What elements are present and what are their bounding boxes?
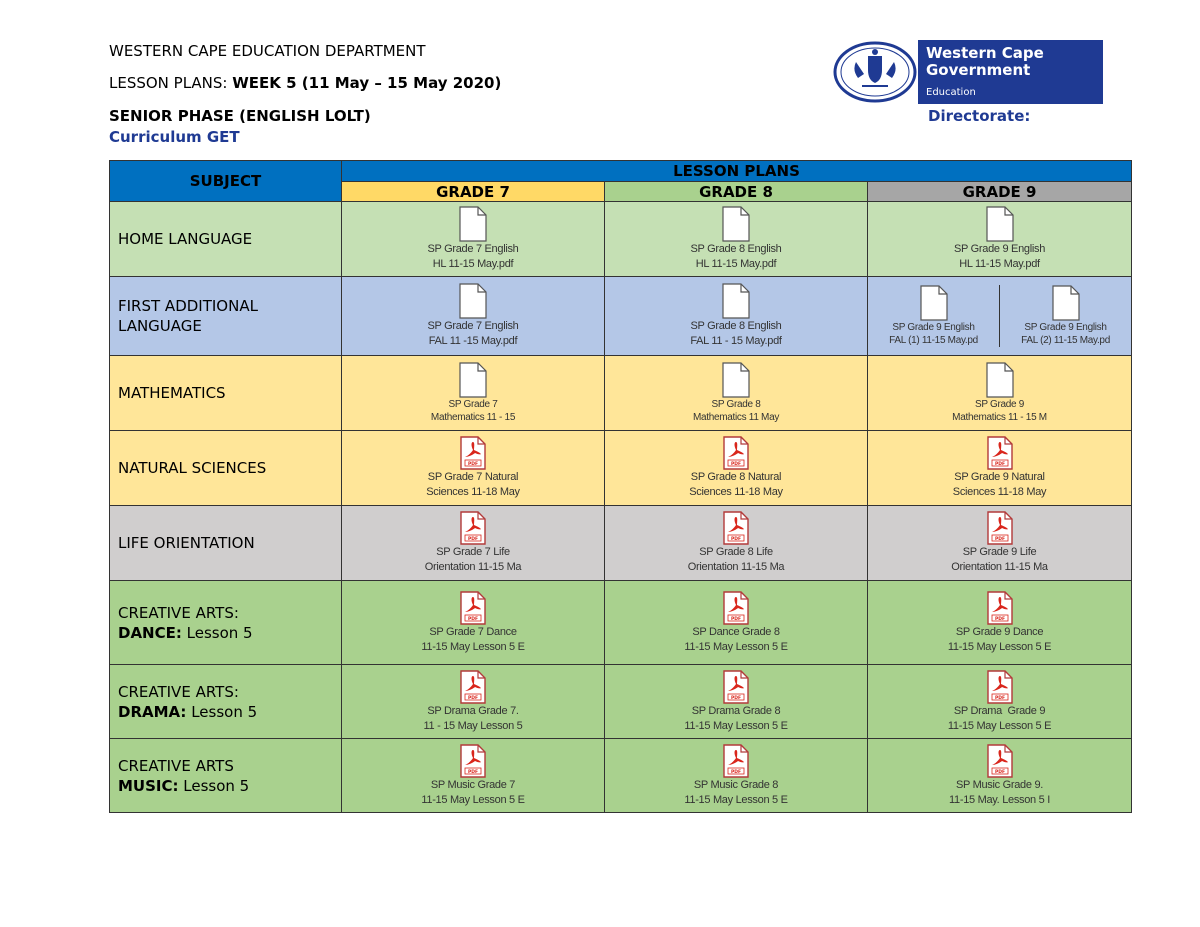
grade-9-cell	[868, 665, 1132, 739]
lesson-plans-prefix: LESSON PLANS:	[109, 74, 233, 92]
grade-9-cell	[868, 277, 1132, 356]
document-icon	[985, 362, 1015, 398]
attachment-link[interactable]	[605, 283, 867, 349]
attachment-filename: SP Grade 9 English FAL (1) 11-15 May.pd	[889, 322, 978, 346]
svg-text:PDF: PDF	[467, 616, 479, 622]
grade-9-cell	[868, 581, 1132, 665]
subject-label	[110, 202, 342, 277]
attachment-filename: SP Grade 9 English HL 11-15 May.pdf	[954, 243, 1046, 270]
subject-label-bold: DANCE:	[118, 623, 182, 642]
attachment-link[interactable]	[868, 206, 1131, 272]
pdf-icon	[986, 744, 1014, 778]
document-icon	[458, 362, 488, 398]
attachment-link[interactable]	[868, 436, 1131, 500]
grade-7-cell	[342, 506, 605, 581]
pdf-icon	[722, 511, 750, 545]
grade-7-header: GRADE 7	[342, 182, 605, 202]
attachment-link[interactable]	[342, 670, 604, 734]
subject-label	[110, 665, 342, 739]
grade-7-cell	[342, 202, 605, 277]
grade-8-cell	[605, 202, 868, 277]
subject-label-bold: DRAMA:	[118, 702, 187, 721]
attachment-filename: SP Grade 7 Natural Sciences 11-18 May	[426, 471, 520, 498]
lesson-plans-table	[109, 160, 1132, 813]
subject-label	[110, 356, 342, 431]
attachment-filename: SP Drama Grade 8 11-15 May Lesson 5 E	[684, 704, 788, 732]
svg-text:PDF: PDF	[467, 537, 479, 542]
attachment-link[interactable]	[1021, 285, 1110, 347]
svg-text:PDF: PDF	[730, 537, 742, 542]
subject-label	[110, 739, 342, 813]
attachment-filename: SP Grade 7 English HL 11-15 May.pdf	[427, 243, 519, 270]
attachment-filename: SP Grade 9 Natural Sciences 11-18 May	[952, 471, 1047, 498]
grade-8-cell	[605, 431, 868, 506]
svg-text:PDF: PDF	[730, 769, 742, 775]
grade-9-cell	[868, 506, 1132, 581]
curriculum-title: Curriculum GET	[109, 128, 240, 146]
svg-text:PDF: PDF	[994, 616, 1005, 622]
pdf-icon	[986, 670, 1014, 704]
svg-text:PDF: PDF	[994, 769, 1005, 775]
attachment-link[interactable]	[605, 670, 867, 734]
logo-banner	[918, 40, 1103, 104]
subject-label-line1: CREATIVE ARTS	[118, 756, 234, 775]
lesson-plans-header: LESSON PLANS	[342, 161, 1132, 182]
phase-title: SENIOR PHASE (ENGLISH LOLT)	[109, 107, 371, 125]
document-icon	[985, 206, 1015, 242]
document-icon	[721, 362, 751, 398]
grade-9-cell	[868, 356, 1132, 431]
svg-text:PDF: PDF	[730, 462, 742, 467]
attachment-filename: SP Grade 9 English FAL (2) 11-15 May.pd	[1021, 322, 1110, 346]
grade-9-header: GRADE 9	[868, 182, 1132, 202]
attachment-filename: SP Grade 8 English FAL 11 - 15 May.pdf	[690, 320, 782, 347]
pdf-icon	[722, 436, 750, 470]
grade-8-header: GRADE 8	[605, 182, 868, 202]
svg-text:PDF: PDF	[994, 537, 1005, 542]
grade-8-cell	[605, 739, 868, 813]
document-icon	[458, 283, 488, 319]
attachment-filename: SP Dance Grade 8 11-15 May Lesson 5 E	[684, 625, 788, 653]
grade-9-cell	[868, 739, 1132, 813]
department-title: WESTERN CAPE EDUCATION DEPARTMENT	[109, 42, 426, 60]
attachment-filename: SP Grade 9 Life Orientation 11-15 Ma	[951, 546, 1048, 573]
subject-label-line1: CREATIVE ARTS:	[118, 682, 239, 701]
svg-text:PDF: PDF	[994, 462, 1005, 467]
subject-row	[110, 356, 1132, 431]
pdf-icon	[459, 591, 487, 625]
document-icon	[919, 285, 949, 321]
subject-row	[110, 431, 1132, 506]
attachment-filename: SP Grade 8 Mathematics 11 May	[692, 399, 780, 423]
subject-label	[110, 581, 342, 665]
document-icon	[721, 206, 751, 242]
grade-9-cell	[868, 202, 1132, 277]
attachment-link[interactable]	[605, 436, 867, 500]
svg-text:PDF: PDF	[467, 769, 479, 775]
attachment-link[interactable]	[605, 362, 867, 424]
attachment-link[interactable]	[605, 511, 867, 575]
split-left	[868, 285, 999, 347]
subject-row	[110, 202, 1132, 277]
subject-label-rest: Lesson 5	[186, 702, 258, 721]
subject-label-text: FIRST ADDITIONAL LANGUAGE	[118, 297, 258, 335]
attachment-filename: SP Drama Grade 7. 11 - 15 May Lesson 5	[423, 704, 523, 732]
attachment-link[interactable]	[868, 670, 1131, 734]
subject-label-text: HOME LANGUAGE	[118, 230, 253, 248]
subject-label	[110, 506, 342, 581]
document-icon	[1051, 285, 1081, 321]
attachment-filename: SP Grade 8 Life Orientation 11-15 Ma	[687, 546, 785, 573]
subject-row	[110, 277, 1132, 356]
document-icon	[721, 283, 751, 319]
pdf-icon	[722, 670, 750, 704]
attachment-link[interactable]	[342, 436, 604, 500]
pdf-icon	[986, 436, 1014, 470]
grade-8-cell	[605, 356, 868, 431]
attachment-filename: SP Grade 7 Mathematics 11 - 15	[430, 399, 516, 423]
logo-line2: Government	[926, 61, 1031, 79]
pdf-icon	[459, 744, 487, 778]
svg-text:PDF: PDF	[467, 462, 479, 467]
attachment-filename: SP Music Grade 9. 11-15 May. Lesson 5 I	[949, 778, 1050, 806]
attachment-filename: SP Grade 8 English HL 11-15 May.pdf	[690, 243, 782, 270]
pdf-icon	[459, 511, 487, 545]
svg-text:PDF: PDF	[994, 695, 1005, 701]
attachment-link[interactable]	[342, 206, 604, 272]
attachment-link[interactable]	[605, 744, 867, 808]
attachment-link[interactable]	[889, 285, 978, 347]
grade-8-cell	[605, 506, 868, 581]
western-cape-government-logo	[832, 40, 1103, 104]
pdf-icon	[459, 670, 487, 704]
attachment-filename: SP Grade 7 English FAL 11 -15 May.pdf	[427, 320, 519, 347]
lesson-week: WEEK 5 (11 May – 15 May 2020)	[232, 74, 502, 92]
attachment-link[interactable]	[868, 744, 1131, 808]
subject-label	[110, 431, 342, 506]
grade-8-cell	[605, 581, 868, 665]
grade-7-cell	[342, 356, 605, 431]
subject-label-bold: MUSIC:	[118, 776, 179, 795]
logo-line3: Education	[926, 87, 976, 98]
attachment-link[interactable]	[605, 591, 867, 655]
grade-8-cell	[605, 665, 868, 739]
subject-label-text: LIFE ORIENTATION	[118, 534, 255, 552]
attachment-filename: SP Grade 8 Natural Sciences 11-18 May	[689, 471, 783, 498]
pdf-icon	[986, 511, 1014, 545]
logo-line1: Western Cape	[926, 44, 1044, 62]
attachment-link[interactable]	[868, 362, 1131, 424]
subject-row	[110, 665, 1132, 739]
subject-label-line1: CREATIVE ARTS:	[118, 603, 239, 622]
attachment-filename: SP Grade 7 Dance 11-15 May Lesson 5 E	[421, 625, 525, 653]
attachment-link[interactable]	[342, 362, 604, 424]
grade-8-cell	[605, 277, 868, 356]
attachment-link[interactable]	[868, 591, 1131, 655]
pdf-icon	[986, 591, 1014, 625]
grade-9-cell	[868, 431, 1132, 506]
attachment-link[interactable]	[605, 206, 867, 272]
subject-label-rest: Lesson 5	[181, 623, 253, 642]
attachment-filename: SP Grade 9 Mathematics 11 - 15 M	[952, 399, 1047, 423]
split-right	[999, 285, 1131, 347]
attachment-link[interactable]	[342, 283, 604, 349]
subject-row	[110, 739, 1132, 813]
attachment-filename: SP Grade 7 Life Orientation 11-15 Ma	[424, 546, 522, 573]
attachment-filename: SP Drama Grade 9 11-15 May Lesson 5 E	[947, 704, 1052, 732]
pdf-icon	[722, 744, 750, 778]
pdf-icon	[459, 436, 487, 470]
subject-label-text: NATURAL SCIENCES	[118, 459, 267, 477]
grade-9-split	[868, 285, 1131, 347]
grade-7-cell	[342, 581, 605, 665]
subject-label	[110, 277, 342, 356]
attachment-filename: SP Grade 9 Dance 11-15 May Lesson 5 E	[947, 625, 1052, 653]
directorate-label: Directorate:	[928, 107, 1031, 125]
grade-7-cell	[342, 277, 605, 356]
attachment-link[interactable]	[342, 511, 604, 575]
attachment-filename: SP Music Grade 7 11-15 May Lesson 5 E	[421, 778, 525, 806]
document-icon	[458, 206, 488, 242]
svg-text:PDF: PDF	[730, 695, 742, 701]
attachment-link[interactable]	[342, 744, 604, 808]
coat-of-arms-icon	[832, 40, 918, 104]
subject-header: SUBJECT	[110, 161, 342, 202]
svg-text:PDF: PDF	[730, 616, 742, 622]
subject-label-text: MATHEMATICS	[118, 384, 226, 402]
subject-label-rest: Lesson 5	[178, 776, 250, 795]
lesson-plans-title	[109, 74, 501, 92]
attachment-link[interactable]	[868, 511, 1131, 575]
grade-7-cell	[342, 431, 605, 506]
grade-7-cell	[342, 665, 605, 739]
attachment-filename: SP Music Grade 8 11-15 May Lesson 5 E	[684, 778, 788, 806]
svg-text:PDF: PDF	[467, 695, 479, 701]
subject-row	[110, 506, 1132, 581]
pdf-icon	[722, 591, 750, 625]
grade-7-cell	[342, 739, 605, 813]
subject-row	[110, 581, 1132, 665]
attachment-link[interactable]	[342, 591, 604, 655]
